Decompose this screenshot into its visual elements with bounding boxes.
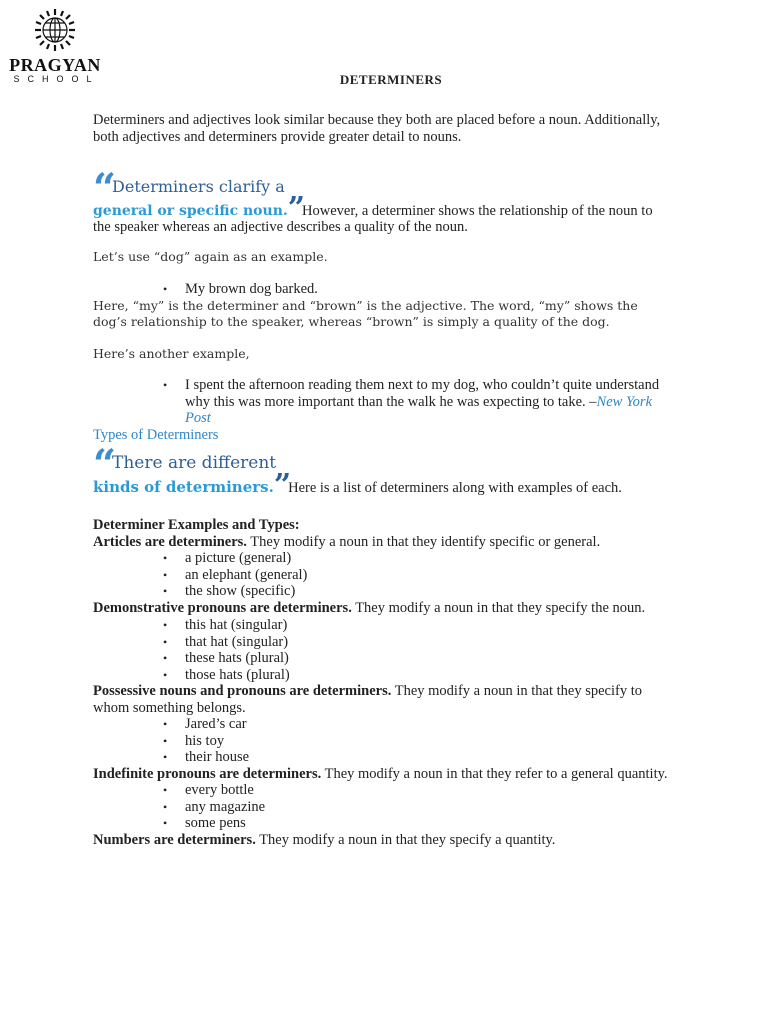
section-list (93, 782, 673, 832)
list-item: • those hats (plural) (185, 667, 673, 684)
example2-source-link[interactable]: New York Post (185, 393, 653, 426)
intro-paragraph: Determiners and adjectives look similar because they both are placed before a noun. Additionally, both adjectives and determiners provide greater detail to nouns. (93, 112, 661, 145)
pull-quote-2-line2: kinds of determiners. (93, 477, 274, 496)
section-paragraph (93, 534, 673, 551)
school-emblem-icon (34, 8, 76, 54)
section-demonstrative (93, 600, 673, 684)
section-text: They modify a noun in that they specify a quantity. (255, 831, 556, 848)
open-quote-icon: “ (93, 165, 113, 212)
list-item: • any magazine (185, 799, 673, 816)
section-articles (93, 534, 673, 600)
pull-quote-2-line1: There are different (112, 453, 277, 473)
pull-quote-1-paragraph (93, 190, 673, 236)
section-text: They modify a noun in that they refer to a general quantity. (321, 765, 668, 782)
quote2-continuation: Here is a list of determiners along with examples of each. (288, 479, 622, 496)
list-item: • these hats (plural) (185, 650, 673, 667)
section-indefinite (93, 766, 673, 832)
section-text: They modify a noun in that they specify to whom something belongs. (93, 683, 642, 716)
list-item: • the show (specific) (185, 583, 673, 600)
section-list (93, 550, 673, 600)
document-body (93, 112, 673, 848)
section-heading: Numbers are determiners. (93, 831, 256, 848)
example1-explanation: Here, “my” is the determiner and “brown” is the adjective. The word, “my” shows the dog’s relationship to the speaker, whereas “brown” is simply a quality of the dog. (93, 297, 638, 329)
pull-quote-1-line2: general or specific noun. (93, 202, 288, 219)
another-example: Here’s another example, (93, 345, 250, 361)
open-quote-icon: “ (93, 441, 113, 488)
close-quote-icon: ” (273, 467, 289, 503)
section-paragraph (93, 683, 673, 716)
example2-text: I spent the afternoon reading them next to my dog, who couldn’t quite understand why this was more important than the walk he was expecting to take. – (185, 377, 660, 410)
section-text: They modify a noun in that they identify specific or general. (246, 533, 601, 550)
section-paragraph (93, 766, 673, 783)
pull-quote-2-paragraph (93, 467, 673, 503)
section-paragraph (93, 600, 673, 617)
types-heading: Types of Determiners (93, 426, 219, 443)
section-list (93, 716, 673, 766)
close-quote-icon: ” (287, 190, 303, 226)
logo-subtitle: SCHOOL (13, 74, 100, 84)
section-text: They modify a noun in that they specify the noun. (351, 599, 646, 616)
section-numbers (93, 832, 673, 849)
section-possessive (93, 683, 673, 766)
example-intro: Let’s use “dog” again as an example. (93, 248, 328, 264)
section-heading: Possessive nouns and pronouns are determiners. (93, 683, 392, 699)
list-item (185, 377, 673, 427)
example2-list (93, 377, 673, 427)
section-heading: Demonstrative pronouns are determiners. (93, 599, 352, 616)
section-paragraph (93, 832, 673, 849)
list-item: • that hat (singular) (185, 634, 673, 651)
examples-heading: Determiner Examples and Types: (93, 517, 300, 533)
section-heading: Articles are determiners. (93, 533, 247, 550)
list-item: • their house (185, 749, 673, 766)
example1-list (93, 281, 673, 298)
quote1-continuation: However, a determiner shows the relationship of the noun to the speaker whereas an adjective describes a quality of the noun. (93, 202, 653, 235)
list-item: • his toy (185, 733, 673, 750)
list-item: • Jared’s car (185, 716, 673, 733)
logo-name: PRAGYAN (9, 55, 101, 75)
list-item: • My brown dog barked. (185, 281, 673, 298)
list-item: • a picture (general) (185, 550, 673, 567)
list-item: • some pens (185, 815, 673, 832)
section-list (93, 617, 673, 683)
section-heading: Indefinite pronouns are determiners. (93, 765, 322, 782)
list-item: • this hat (singular) (185, 617, 673, 634)
pull-quote-1-line1: Determiners clarify a (112, 177, 285, 196)
page-title: DETERMINERS (339, 72, 443, 87)
list-item: • every bottle (185, 782, 673, 799)
list-item: • an elephant (general) (185, 567, 673, 584)
